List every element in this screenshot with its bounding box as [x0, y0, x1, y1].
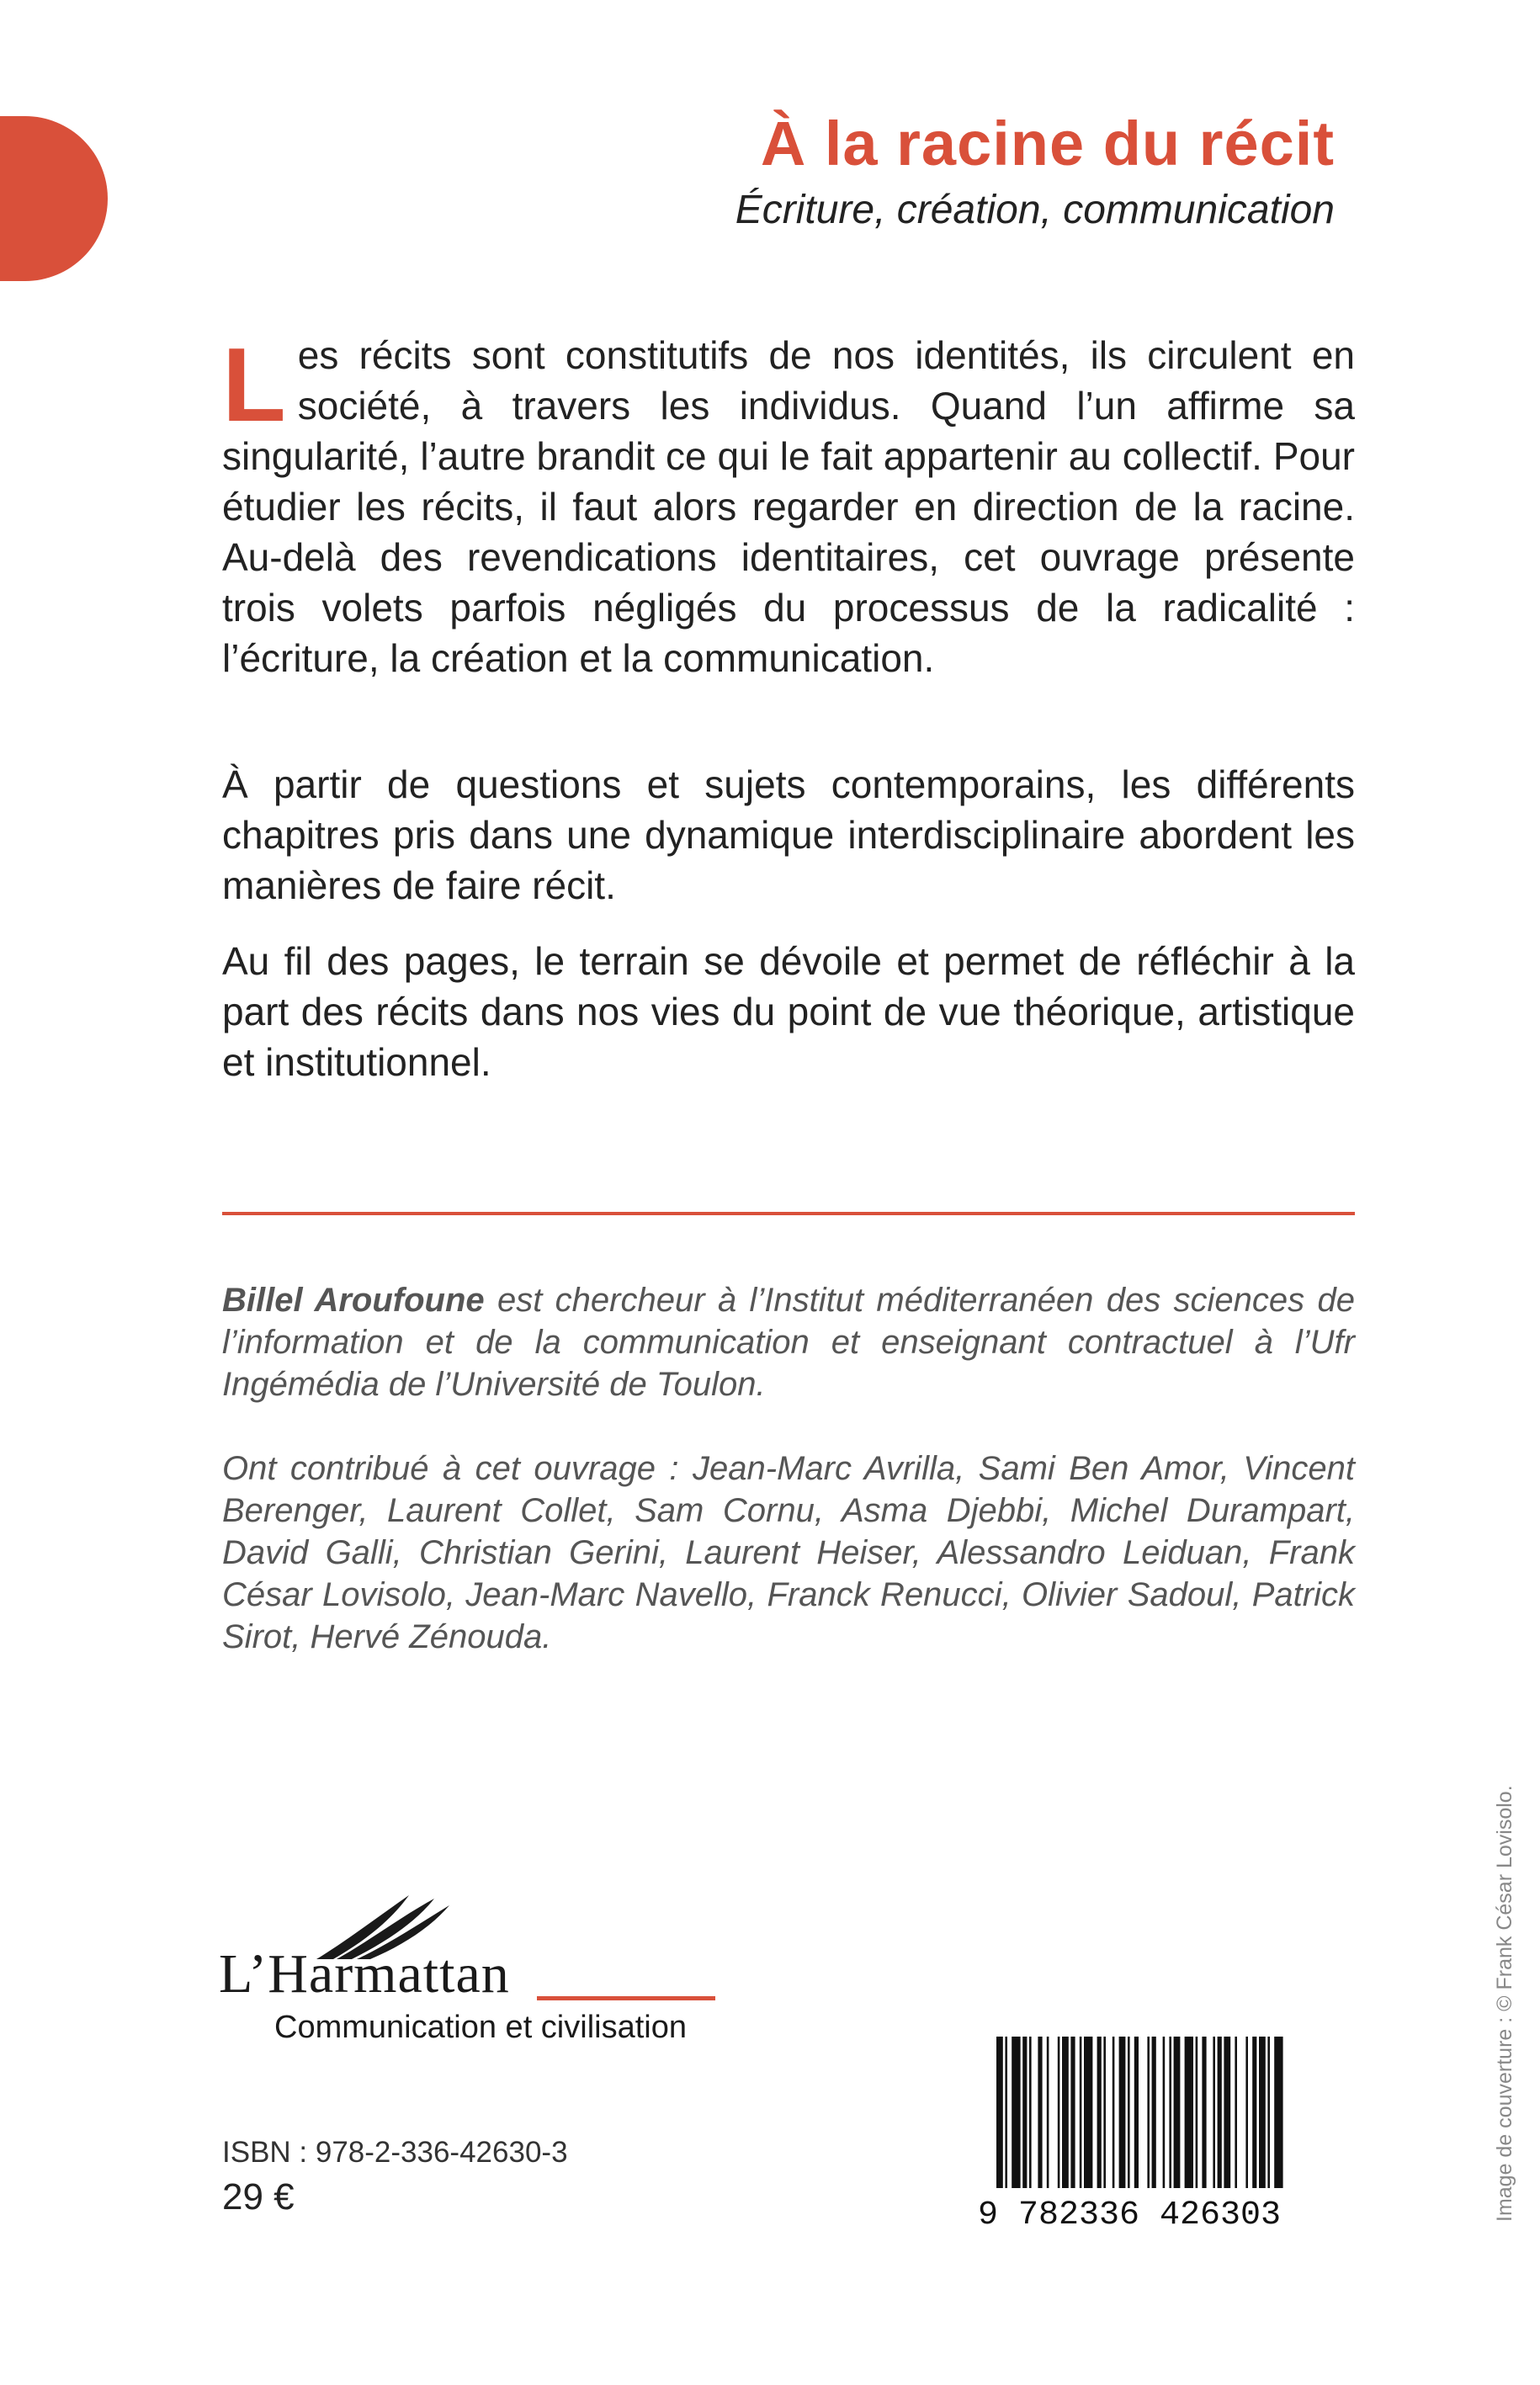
book-title: À la racine du récit	[760, 109, 1335, 178]
section-divider	[222, 1212, 1355, 1215]
barcode-bar	[1005, 2037, 1007, 2188]
barcode-bar	[1218, 2037, 1222, 2188]
barcode-bar	[1213, 2037, 1215, 2188]
author-bio-text: est chercheur à l’Institut méditerranéen des sciences de l’information et de la communication et enseignant contractuel à l’Ufr Ingémédia de l’Université de Toulon.	[222, 1282, 1356, 1403]
barcode-bar	[1163, 2037, 1166, 2188]
barcode-bar	[1235, 2037, 1237, 2188]
book-subtitle: Écriture, création, communication	[735, 188, 1335, 232]
blurb-paragraph-1	[222, 327, 1355, 683]
barcode-bar	[1070, 2037, 1075, 2188]
red-accent-tab	[0, 116, 108, 281]
barcode-bar	[1267, 2037, 1270, 2188]
barcode-bar	[1252, 2037, 1256, 2188]
author-name: Billel Aroufoune	[222, 1282, 485, 1319]
barcode-bar	[1022, 2037, 1027, 2188]
barcode-bar	[1097, 2037, 1102, 2188]
cover-image-credit: Image de couverture : © Frank César Lovisolo.	[1493, 1785, 1516, 2222]
blurb-paragraph-1-text: es récits sont constitutifs de nos identités, ils circulent en société, à travers les individus. Quand l’un affirme sa singularité, l’autre brandit ce qui le fait appartenir au collectif. Pour étudier les récits, il faut alors regarder en direction de la racine. Au-delà des revendications identitaires, cet ouvrage présente trois volets parfois négligés du processus de la radicalité : l’écriture, la création et la communication.	[222, 333, 1355, 680]
barcode-bar	[1202, 2037, 1206, 2188]
author-bio	[222, 1279, 1355, 1405]
publisher-name: L’Harmattan	[219, 1943, 510, 2005]
blurb-paragraph-2: À partir de questions et sujets contemporains, les différents chapitres pris dans une dynamique interdisciplinaire abordent les manières de faire récit.	[222, 762, 1355, 907]
barcode-bar	[1152, 2037, 1156, 2188]
publisher-underline	[537, 1996, 715, 2000]
barcode-bar	[1185, 2037, 1193, 2188]
barcode-bar	[1012, 2037, 1020, 2188]
barcode-bar	[1038, 2037, 1042, 2188]
barcode-bar	[1080, 2037, 1082, 2188]
barcode-bar	[1259, 2037, 1266, 2188]
barcode	[976, 2037, 1330, 2230]
barcode-bars	[996, 2037, 1283, 2188]
barcode-bar	[1245, 2037, 1248, 2188]
isbn: ISBN : 978-2-336-42630-3	[222, 2136, 568, 2169]
barcode-number: 9 782336 426303	[978, 2196, 1282, 2230]
barcode-bar	[1224, 2037, 1230, 2188]
barcode-bar	[1047, 2037, 1049, 2188]
barcode-bar	[1103, 2037, 1106, 2188]
barcode-bar	[1128, 2037, 1130, 2188]
barcode-bar	[1174, 2037, 1181, 2188]
barcode-bar	[1169, 2037, 1171, 2188]
barcode-bar	[1196, 2037, 1198, 2188]
barcode-bar	[1119, 2037, 1126, 2188]
drop-cap: L	[222, 327, 286, 444]
barcode-bar	[1058, 2037, 1060, 2188]
barcode-bar	[1062, 2037, 1069, 2188]
barcode-bar	[1134, 2037, 1139, 2188]
barcode-bar	[1084, 2037, 1092, 2188]
barcode-bar	[996, 2037, 1003, 2188]
barcode-bar	[1274, 2037, 1282, 2188]
collection-name: Communication et civilisation	[274, 2010, 687, 2045]
barcode-bar	[1113, 2037, 1115, 2188]
contributors-list: Ont contribué à cet ouvrage : Jean-Marc Avrilla, Sami Ben Amor, Vincent Berenger, Laurent Collet, Sam Cornu, Asma Djebbi, Michel Durampart, David Galli, Christian Gerini, Laurent Heiser, Alessandro Leiduan, Frank César Lovisolo, Jean-Marc Navello, Franck Renucci, Olivier Sadoul, Patrick Sirot, Hervé Zénouda.	[222, 1450, 1355, 1655]
price: 29 €	[222, 2176, 295, 2218]
barcode-bar	[1029, 2037, 1032, 2188]
blurb-paragraph-3: Au fil des pages, le terrain se dévoile et permet de réfléchir à la part des récits dans nos vies du point de vue théorique, artistique et institutionnel.	[222, 939, 1355, 1084]
barcode-bar	[1147, 2037, 1150, 2188]
